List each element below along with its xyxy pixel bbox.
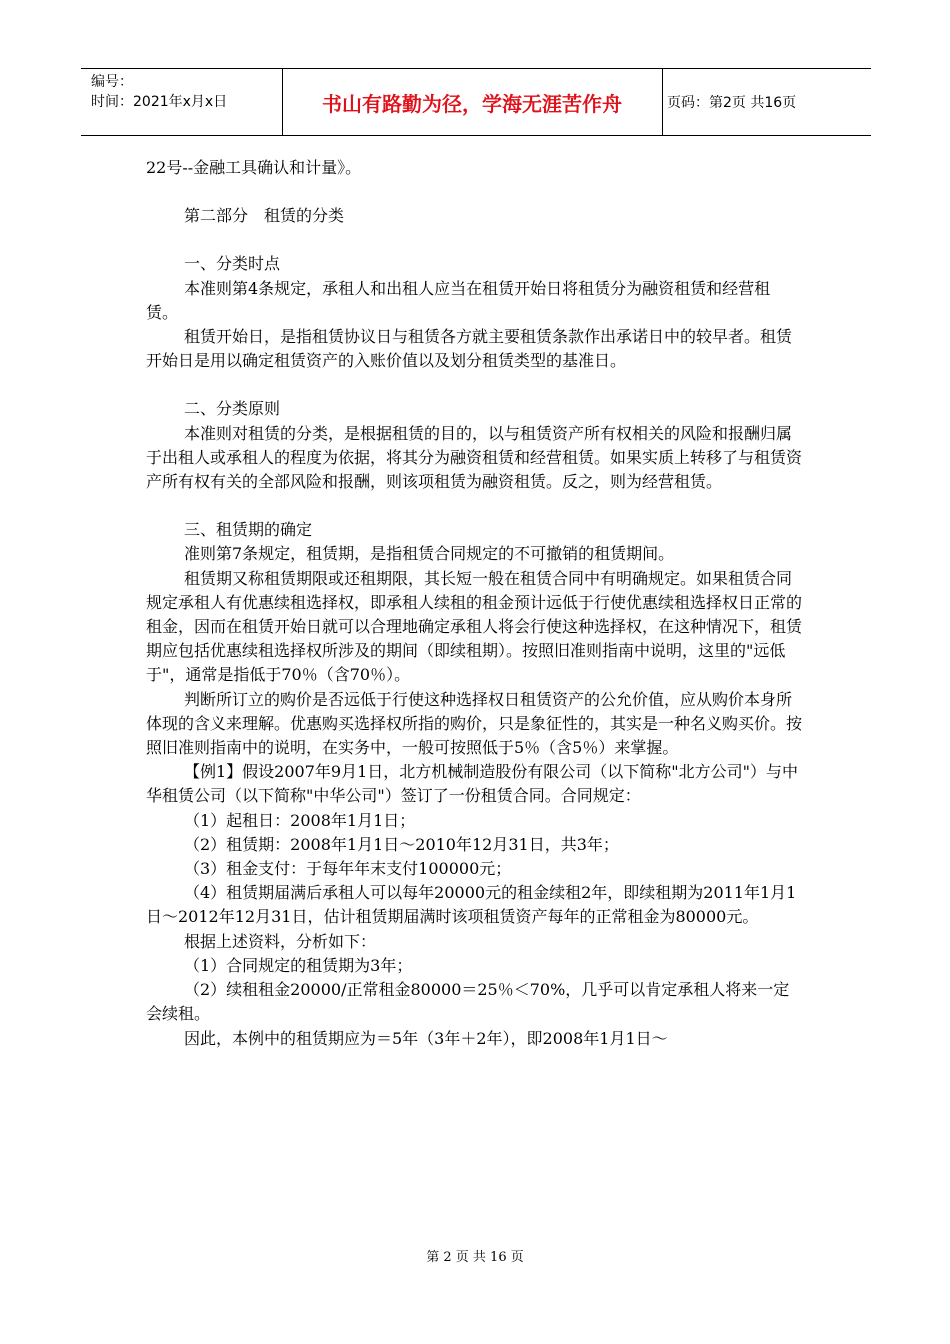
section-heading: 第二部分 租赁的分类 (184, 206, 345, 226)
list-item: （2）租赁期：2008年1月1日～2010年12月31日，共3年； (184, 834, 619, 854)
paragraph: 本准则对租赁的分类，是根据租赁的目的，以与租赁资产所有权相关的风险和报酬归属于出租人或承租人的程度为依据，将其分为融资租赁和经营租赁。如果实质上转移了与租赁资产所有权有关的全部风险和报酬，则该项租赁为融资租赁。反之，则为经营租赁。 (146, 423, 803, 492)
paragraph: 22号--金融工具确认和计量》。 (146, 158, 362, 177)
header-meta (91, 72, 227, 112)
paragraph: 准则第7条规定，租赁期，是指租赁合同规定的不可撤销的租赁期间。 (184, 544, 675, 564)
paragraph: 本准则第4条规定，承租人和出租人应当在租赁开始日将租赁分为融资租赁和经营租赁。 (146, 278, 771, 322)
paragraph: 因此，本例中的租赁期应为＝5年（3年＋2年），即2008年1月1日～ (184, 1028, 668, 1048)
subsection-heading: 一、分类时点 (184, 254, 281, 274)
paragraph: 根据上述资料，分析如下： (184, 931, 377, 951)
page-footer: 第 2 页 共 16 页 (426, 1250, 524, 1265)
list-item: （2）续租租金20000/正常租金80000＝25％＜70%，几乎可以肯定承租人将来一定会续租。 (146, 980, 790, 1024)
list-item: （1）起租日：2008年1月1日； (184, 810, 416, 830)
header-motto: 书山有路勤为径，学海无涯苦作舟 (322, 91, 622, 116)
subsection-heading: 二、分类原则 (184, 399, 281, 419)
example-paragraph: 【例1】假设2007年9月1日，北方机械制造股份有限公司（以下简称"北方公司"）与中华租赁公司（以下简称"中华公司"）签订了一份租赁合同。合同规定： (146, 762, 798, 806)
document-body (146, 156, 802, 1051)
list-item: （4）租赁期届满后承租人可以每年20000元的租金续租2年，即续租期为2011年1月1日～2012年12月31日，估计租赁期届满时该项租赁资产每年的正常租金为80000元。 (146, 883, 797, 927)
header-code-label: 编号： (91, 74, 133, 90)
header-date: 时间：2021年x月x日 (91, 94, 228, 110)
paragraph: 租赁期又称租赁期限或还租期限，其长短一般在租赁合同中有明确规定。如果租赁合同规定承租人有优惠续租选择权，即承租人续租的租金预计远低于行使优惠续租选择权日正常的租金，因而在租赁开始日就可以合理地确定承租人将会行使这种选择权，在这种情况下，租赁期应包括优惠续租选择权所涉及的期间（即续租期）。按照旧准则指南中说明，这里的"远低于"，通常是指低于70％（含70％）。 (146, 568, 803, 685)
list-item: （3）租金支付：于每年年末支付100000元； (184, 859, 512, 879)
paragraph: 判断所订立的购价是否远低于行使这种选择权日租赁资产的公允价值，应从购价本身所体现的含义来理解。优惠购买选择权所指的购价，只是象征性的，其实是一种名义购买价。按照旧准则指南中的说明，在实务中，一般可按照低于5％（含5％）来掌握。 (146, 689, 803, 758)
header-page-info: 页码：第2页 共16页 (667, 95, 797, 111)
paragraph: 租赁开始日，是指租赁协议日与租赁各方就主要租赁条款作出承诺日中的较早者。租赁开始日是用以确定租赁资产的入账价值以及划分租赁类型的基准日。 (146, 327, 793, 371)
subsection-heading: 三、租赁期的确定 (184, 520, 313, 540)
list-item: （1）合同规定的租赁期为3年； (184, 955, 413, 975)
page-header (81, 68, 871, 136)
